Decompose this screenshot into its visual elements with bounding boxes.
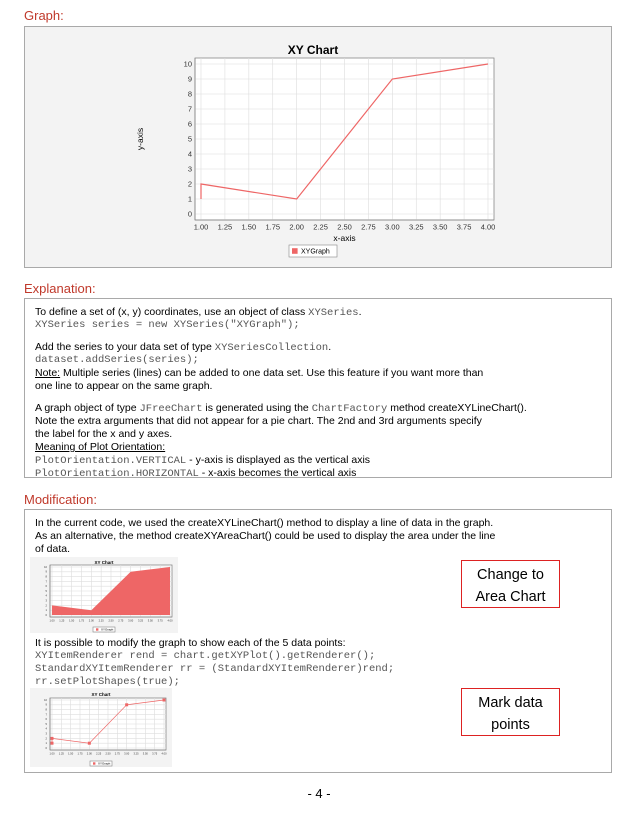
y-tick-label: 0 [45, 746, 47, 750]
y-tick-label: 4 [45, 594, 47, 598]
x-tick-label: 2.00 [289, 222, 304, 232]
x-tick-label: 2.00 [88, 619, 94, 623]
y-tick-label: 7 [45, 580, 47, 584]
x-tick-label: 3.75 [456, 222, 472, 232]
y-tick-label: 10 [44, 565, 47, 569]
x-tick-label: 1.75 [265, 222, 281, 232]
y-tick-label: 9 [45, 703, 47, 707]
x-tick-label: 1.75 [78, 619, 85, 623]
y-tick-label: 2 [187, 179, 192, 189]
x-tick-label: 3.75 [157, 619, 163, 623]
x-tick-label: 3.50 [432, 222, 448, 232]
data-point-marker [163, 699, 166, 702]
y-tick-label: 0 [187, 209, 192, 219]
y-tick-label: 1 [187, 194, 192, 204]
orientation-horizontal: PlotOrientation.HORIZONTAL - x-axis becomes the vertical axis [35, 467, 357, 480]
legend-swatch [93, 762, 95, 764]
y-tick-label: 8 [45, 708, 47, 712]
explanation-heading: Explanation: [24, 281, 96, 296]
x-tick-label: 1.25 [58, 752, 64, 756]
x-tick-label: 1.50 [241, 222, 257, 232]
note-line-1: Note: Multiple series (lines) can be added to one data set. Use this feature if you want more than [35, 367, 484, 379]
chart-title: XY Chart [94, 560, 114, 565]
y-tick-label: 5 [187, 134, 192, 144]
x-tick-label: 2.25 [98, 619, 104, 623]
x-tick-label: 1.25 [217, 222, 233, 232]
y-tick-label: 0 [45, 613, 47, 617]
legend-swatch [292, 248, 298, 254]
x-tick-label: 4.00 [480, 222, 496, 232]
y-tick-label: 2 [45, 604, 47, 608]
y-tick-label: 8 [45, 575, 47, 579]
y-tick-label: 5 [45, 722, 47, 726]
callout-mark-points-line-1: Mark data [478, 695, 543, 711]
explanation-line-3: Add the series to your data set of type XYSeriesCollection. [35, 341, 332, 354]
y-tick-label: 6 [45, 585, 47, 589]
x-tick-label: 2.75 [361, 222, 376, 232]
x-tick-label: 3.25 [133, 752, 139, 756]
chart-title: XY Chart [287, 43, 339, 57]
xy-area-chart-thumbnail [30, 557, 178, 633]
y-tick-label: 4 [187, 149, 192, 159]
y-tick-label: 9 [45, 570, 47, 574]
code-add-series: dataset.addSeries(series); [35, 354, 199, 366]
y-tick-label: 6 [45, 718, 47, 722]
explanation-box [24, 298, 612, 478]
explanation-line-1: To define a set of (x, y) coordinates, use an object of class XYSeries. [35, 306, 362, 319]
x-tick-label: 3.75 [152, 752, 158, 756]
explanation-line-8: Note the extra arguments that did not appear for a pie chart. The 2nd and 3rd arguments specify [35, 415, 482, 427]
y-tick-label: 10 [44, 698, 47, 702]
explanation-line-9: the label for the x and y axes. [35, 428, 173, 440]
x-tick-label: 1.25 [59, 619, 65, 623]
x-tick-label: 3.25 [408, 222, 424, 232]
callout-area-chart-line-2: Area Chart [475, 589, 546, 605]
xy-line-chart [133, 36, 496, 261]
modification-heading: Modification: [24, 492, 97, 507]
y-tick-label: 7 [45, 713, 47, 717]
y-tick-label: 1 [45, 742, 47, 746]
x-tick-label: 1.50 [69, 619, 75, 623]
code-series-declaration: XYSeries series = new XYSeries("XYGraph"); [35, 319, 300, 331]
legend-label: XYGraph [301, 248, 330, 256]
x-tick-label: 3.50 [147, 619, 153, 623]
y-tick-label: 3 [187, 164, 192, 174]
callout-mark-points-line-2: points [491, 717, 530, 733]
y-tick-label: 6 [187, 119, 192, 129]
legend-label: XYGraph [98, 761, 111, 766]
modification-line-3: of data. [35, 543, 71, 555]
y-tick-label: 1 [45, 609, 47, 613]
data-point-marker [125, 703, 128, 706]
explanation-line-7: A graph object of type JFreeChart is generated using the ChartFactory method createXYLineChart(). [35, 402, 527, 415]
x-axis-label: x-axis [333, 233, 356, 243]
x-tick-label: 1.50 [68, 752, 74, 756]
x-tick-label: 4.00 [167, 619, 173, 623]
modification-line-1: In the current code, we used the createXYLineChart() method to display a line of data in the graph. [35, 517, 494, 529]
x-tick-label: 1.00 [49, 752, 55, 756]
y-tick-label: 10 [183, 59, 192, 69]
callout-area-chart-line-1: Change to [477, 567, 544, 583]
data-point-marker [51, 737, 54, 740]
callout-area-chart [461, 560, 560, 608]
x-tick-label: 2.75 [118, 619, 124, 623]
orientation-vertical: PlotOrientation.VERTICAL - y-axis is displayed as the vertical axis [35, 454, 371, 467]
page-number: - 4 - [307, 786, 331, 801]
code-get-renderer: XYItemRenderer rend = chart.getXYPlot().getRenderer(); [35, 650, 376, 662]
y-tick-label: 3 [45, 732, 47, 736]
y-tick-label: 2 [45, 737, 47, 741]
callout-mark-points [461, 688, 560, 736]
y-tick-label: 3 [45, 599, 47, 603]
xy-points-chart-thumbnail [30, 688, 172, 767]
x-tick-label: 3.00 [385, 222, 400, 232]
y-tick-label: 7 [187, 104, 192, 114]
y-axis-label: y-axis [135, 127, 145, 151]
x-tick-label: 3.00 [124, 752, 130, 756]
data-point-marker [51, 742, 54, 745]
plot-orientation-heading: Meaning of Plot Orientation: [35, 441, 166, 453]
x-tick-label: 1.00 [49, 619, 55, 623]
legend-swatch [96, 628, 98, 630]
graph-box [24, 26, 612, 268]
x-tick-label: 3.25 [137, 619, 144, 623]
graph-heading: Graph: [24, 8, 64, 23]
note-line-2: one line to appear on the same graph. [35, 380, 213, 392]
x-tick-label: 2.00 [86, 752, 92, 756]
code-cast-renderer: StandardXYItemRenderer rr = (StandardXYItemRenderer)rend; [35, 663, 395, 675]
x-tick-label: 1.00 [193, 222, 209, 232]
x-tick-label: 2.50 [337, 222, 352, 232]
x-tick-label: 2.25 [96, 752, 102, 756]
x-tick-label: 3.00 [128, 619, 134, 623]
x-tick-label: 2.50 [108, 619, 114, 623]
x-tick-label: 2.75 [114, 752, 120, 756]
y-tick-label: 4 [45, 727, 47, 731]
x-tick-label: 2.50 [105, 752, 111, 756]
y-tick-label: 9 [187, 74, 192, 84]
modification-line-4: It is possible to modify the graph to show each of the 5 data points: [35, 637, 346, 649]
x-tick-label: 4.00 [161, 752, 167, 756]
code-set-plot-shapes: rr.setPlotShapes(true); [35, 676, 180, 688]
chart-title: XY Chart [91, 692, 111, 697]
x-tick-label: 3.50 [142, 752, 148, 756]
legend-label: XYGraph [101, 627, 114, 632]
y-tick-label: 8 [187, 89, 192, 99]
modification-line-2: As an alternative, the method createXYAreaChart() could be used to display the area under the line [35, 530, 496, 542]
x-tick-label: 2.25 [313, 222, 328, 232]
x-tick-label: 1.75 [77, 752, 83, 756]
y-tick-label: 5 [45, 589, 47, 593]
data-point-marker [88, 742, 91, 745]
